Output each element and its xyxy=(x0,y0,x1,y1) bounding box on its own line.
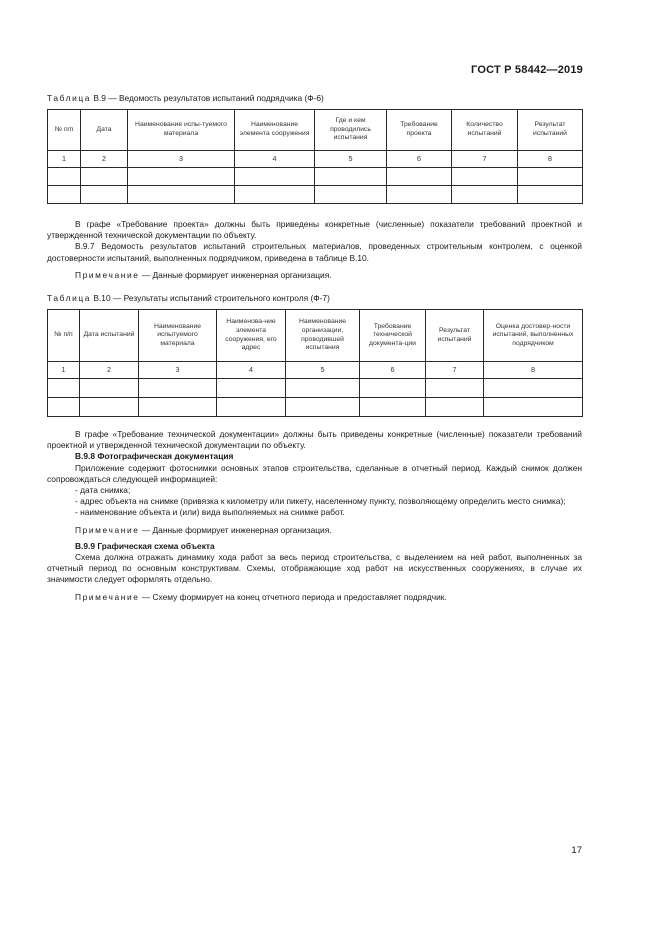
table-header-cell: Оценка достовер-ности испытаний, выполненных подрядчиком xyxy=(484,310,583,362)
table-number-cell: 3 xyxy=(128,151,235,168)
table-number-cell: 7 xyxy=(426,362,484,379)
table-number-row xyxy=(48,151,583,168)
table-header-cell: Наименова-ние элемента сооружения, его адрес xyxy=(217,310,286,362)
paragraph: Приложение содержит фотоснимки основных этапов строительства, сделанные в отчетный период. Каждый снимок должен сопровождаться следующей информацией: xyxy=(47,462,582,484)
note-text: — Данные формирует инженерная организация. xyxy=(139,269,332,280)
table-cell xyxy=(360,398,426,417)
table-number-cell: 8 xyxy=(484,362,583,379)
table-header-cell: Наименование испы-туемого материала xyxy=(128,110,235,151)
table-number-cell: 1 xyxy=(48,362,80,379)
table-header-cell: Наименование испытуемого материала xyxy=(139,310,217,362)
note-text: — Данные формирует инженерная организация. xyxy=(139,524,332,535)
list-item: - наименование объекта и (или) вида выполняемых на снимке работ. xyxy=(75,507,345,518)
table-cell xyxy=(286,398,360,417)
table-number-row xyxy=(48,362,583,379)
table-empty-row xyxy=(48,398,583,417)
table-caption-b10 xyxy=(47,293,330,303)
table-header-cell: Требование технической документа-ции xyxy=(360,310,426,362)
table-cell xyxy=(48,168,81,186)
table-cell xyxy=(518,186,583,204)
table-cell xyxy=(484,379,583,398)
table-b10 xyxy=(47,309,583,417)
table-number-cell: 3 xyxy=(139,362,217,379)
table-cell xyxy=(217,379,286,398)
table-header-cell: Требование проекта xyxy=(387,110,452,151)
table-cell xyxy=(80,398,139,417)
table-caption-label: Таблица xyxy=(47,93,92,103)
table-number-cell: 5 xyxy=(286,362,360,379)
table-cell xyxy=(128,186,235,204)
table-number-cell: 2 xyxy=(80,362,139,379)
table-cell xyxy=(80,379,139,398)
section-heading: В.9.8 Фотографическая документация xyxy=(75,451,234,462)
table-cell xyxy=(286,379,360,398)
table-empty-row xyxy=(48,379,583,398)
note xyxy=(47,270,582,281)
table-header-cell: № п/п xyxy=(48,110,81,151)
paragraph: Схема должна отражать динамику хода работ за весь период строительства, с выделением на ней работ, выполненных за отчетный период по основным конструктивам. Схемы, отображающие ход работ на искусственных сооружениях, в случае их значимости следует оформлять отдельно. xyxy=(47,552,582,585)
table-cell xyxy=(217,398,286,417)
table-cell xyxy=(484,398,583,417)
table-caption-b9 xyxy=(47,93,324,103)
table-b9 xyxy=(47,109,583,204)
table-header-row xyxy=(48,310,583,362)
table-number-cell: 1 xyxy=(48,151,81,168)
table-number-cell: 7 xyxy=(452,151,518,168)
table-number-cell: 8 xyxy=(518,151,583,168)
table-header-cell: Результат испытаний xyxy=(518,110,583,151)
table-caption-label: Таблица xyxy=(47,293,92,303)
table-header-row xyxy=(48,110,583,151)
table-cell xyxy=(452,168,518,186)
table-number-cell: 4 xyxy=(217,362,286,379)
note xyxy=(47,525,582,536)
table-number-cell: 6 xyxy=(360,362,426,379)
table-cell xyxy=(387,186,452,204)
table-header-cell: Дата испытаний xyxy=(80,310,139,362)
table-empty-row xyxy=(48,168,583,186)
text-block-1 xyxy=(47,219,582,281)
table-cell xyxy=(235,186,315,204)
paragraph: В графе «Требование технической документации» должны быть приведены конкретные (численные) показатели требований проектной и утвержденной технической документации по объекту. xyxy=(47,429,582,451)
note-label: Примечание xyxy=(75,269,140,280)
table-number-cell: 4 xyxy=(235,151,315,168)
table-cell xyxy=(48,186,81,204)
table-header-cell: Количество испытаний xyxy=(452,110,518,151)
table-empty-row xyxy=(48,186,583,204)
table-cell xyxy=(139,398,217,417)
table-header-cell: Дата xyxy=(81,110,128,151)
table-cell xyxy=(128,168,235,186)
list-item: - адрес объекта на снимке (привязка к километру или пикету, населенному пункту, позволяющему определить место снимка); xyxy=(75,496,566,507)
table-cell xyxy=(139,379,217,398)
table-cell xyxy=(315,186,387,204)
table-header-cell: № п/п xyxy=(48,310,80,362)
table-cell xyxy=(426,398,484,417)
table-cell xyxy=(387,168,452,186)
table-cell xyxy=(360,379,426,398)
table-number-cell: 6 xyxy=(387,151,452,168)
table-header-cell: Наименование организации, проводившей испытания xyxy=(286,310,360,362)
note-label: Примечание xyxy=(75,591,140,602)
table-cell xyxy=(48,398,80,417)
paragraph: В графе «Требование проекта» должны быть приведены конкретные (численные) показатели требований проектной и утвержденной технической документации по объекту. xyxy=(47,219,582,241)
list-item: - дата снимка; xyxy=(75,485,131,496)
document-standard-number: ГОСТ Р 58442—2019 xyxy=(471,64,583,76)
section-heading: В.9.9 Графическая схема объекта xyxy=(75,540,215,551)
table-cell xyxy=(81,186,128,204)
table-header-cell: Наименование элемента сооружения xyxy=(235,110,315,151)
table-cell xyxy=(235,168,315,186)
table-cell xyxy=(315,168,387,186)
page-number: 17 xyxy=(571,845,582,856)
note-text: — Схему формирует на конец отчетного периода и предоставляет подрядчик. xyxy=(139,591,447,602)
table-number-cell: 5 xyxy=(315,151,387,168)
table-header-cell: Где и кем проводились испытания xyxy=(315,110,387,151)
table-number-cell: 2 xyxy=(81,151,128,168)
note-label: Примечание xyxy=(75,524,140,535)
table-cell xyxy=(452,186,518,204)
table-caption-title: В.10 — Результаты испытаний строительного контроля (Ф-7) xyxy=(91,293,330,303)
table-cell xyxy=(518,168,583,186)
table-cell xyxy=(426,379,484,398)
table-header-cell: Результат испытаний xyxy=(426,310,484,362)
table-cell xyxy=(81,168,128,186)
text-block-2 xyxy=(47,429,582,603)
paragraph: В.9.7 Ведомость результатов испытаний строительных материалов, проведенных строительным контролем, с оценкой достоверности испытаний, выполненных подрядчиком, приведена в таблице В.10. xyxy=(47,241,582,263)
table-cell xyxy=(48,379,80,398)
table-caption-title: В.9 — Ведомость результатов испытаний подрядчика (Ф-6) xyxy=(91,93,324,103)
note xyxy=(47,592,582,603)
